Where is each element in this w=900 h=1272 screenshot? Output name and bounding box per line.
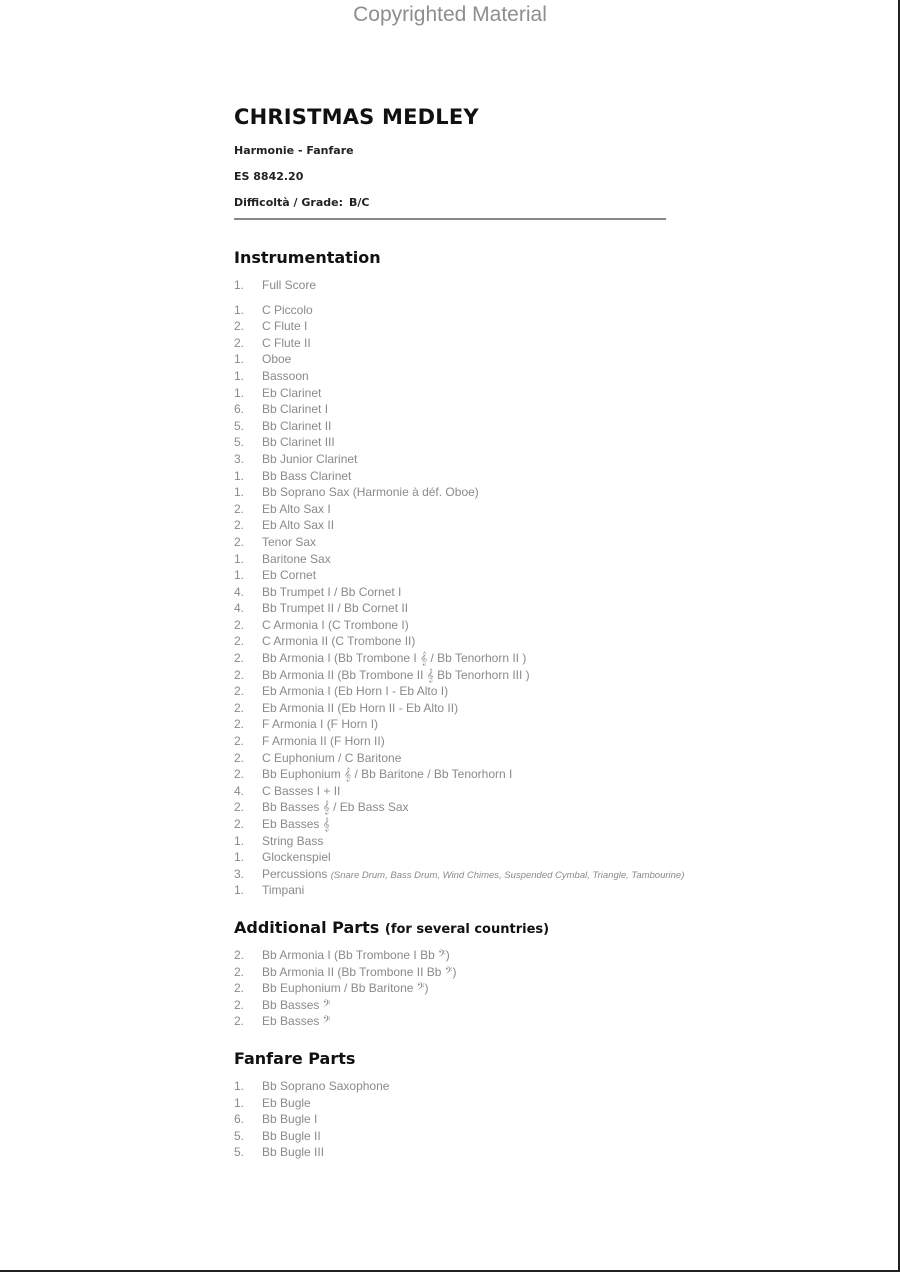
list-item	[234, 783, 674, 800]
item-qty: 4.	[234, 783, 245, 798]
list-item	[234, 716, 674, 733]
list-item	[234, 766, 674, 783]
item-qty: 2.	[234, 634, 245, 649]
item-qty: 2.	[234, 997, 245, 1012]
item-qty: 2.	[234, 1014, 245, 1029]
list-item	[234, 484, 674, 501]
list-item	[234, 947, 674, 964]
item-name: Glockenspiel	[262, 850, 331, 865]
item-qty: 6.	[234, 1112, 245, 1127]
instrumentation-list	[234, 302, 685, 899]
grade-value: B/C	[349, 196, 370, 209]
item-name: Eb Armonia I (Eb Horn I - Eb Alto I)	[262, 684, 449, 699]
item-name: Eb Alto Sax I	[262, 501, 331, 516]
item-qty: 2.	[234, 734, 245, 749]
list-item	[234, 501, 674, 518]
item-name: Bb Armonia I (Bb Trombone I 𝄞 / Bb Tenorhorn II )	[262, 651, 527, 666]
item-name: Bb Euphonium / Bb Baritone 𝄢)	[262, 981, 429, 996]
item-qty: 2.	[234, 651, 245, 666]
item-qty: 3.	[234, 866, 245, 881]
list-item	[234, 1095, 674, 1112]
item-qty: 2.	[234, 534, 245, 549]
item-qty: 1.	[234, 1095, 245, 1110]
item-qty: 2.	[234, 667, 245, 682]
item-qty: 2.	[234, 700, 245, 715]
list-item	[234, 866, 685, 883]
item-name: Bb Junior Clarinet	[262, 451, 358, 466]
instrumentation-heading: Instrumentation	[234, 248, 381, 267]
item-qty: 2.	[234, 319, 245, 334]
list-item	[234, 1128, 674, 1145]
list-item	[234, 633, 674, 650]
list-item	[234, 451, 674, 468]
item-qty: 1.	[234, 368, 245, 383]
list-item	[234, 385, 674, 402]
item-qty: 1.	[234, 551, 245, 566]
list-item	[234, 882, 674, 899]
item-name: Bb Clarinet I	[262, 402, 329, 417]
item-name: C Flute I	[262, 319, 308, 334]
subtitle: Harmonie - Fanfare	[234, 144, 354, 157]
list-item	[234, 650, 674, 667]
list-item	[234, 351, 674, 368]
item-name: Bb Clarinet II	[262, 418, 332, 433]
catalog-code: ES 8842.20	[234, 170, 304, 183]
list-item	[234, 401, 674, 418]
list-item	[234, 418, 674, 435]
item-name: Bb Bugle II	[262, 1128, 321, 1143]
item-name: Eb Clarinet	[262, 385, 322, 400]
item-qty: 2.	[234, 617, 245, 632]
item-name: Bb Bass Clarinet	[262, 468, 352, 483]
item-qty: 5.	[234, 1145, 245, 1160]
item-qty: 2.	[234, 947, 245, 962]
item-qty: 6.	[234, 402, 245, 417]
item-name: Bb Bugle III	[262, 1145, 325, 1160]
list-item	[234, 816, 674, 833]
item-name: Eb Armonia II (Eb Horn II - Eb Alto II)	[262, 700, 459, 715]
item-name: Bb Armonia II (Bb Trombone II 𝄞 Bb Tenorhorn III )	[262, 667, 530, 682]
item-name: Timpani	[262, 883, 305, 898]
list-item	[234, 600, 674, 617]
list-item	[234, 335, 674, 352]
item-name: C Basses I + II	[262, 783, 341, 798]
list-item	[234, 1078, 674, 1095]
item-name: Baritone Sax	[262, 551, 331, 566]
list-item	[234, 964, 674, 981]
item-name: Bb Armonia II (Bb Trombone II Bb 𝄢)	[262, 964, 457, 979]
item-qty: 2.	[234, 767, 245, 782]
item-qty: 5.	[234, 418, 245, 433]
item-name: Percussions	[262, 866, 328, 881]
item-qty: 2.	[234, 501, 245, 516]
list-item	[234, 302, 674, 319]
item-name: Eb Basses 𝄞	[262, 817, 330, 831]
grade-line	[234, 195, 674, 210]
list-item	[234, 534, 674, 551]
item-qty: 1.	[234, 568, 245, 583]
additional-heading	[234, 917, 674, 939]
list-item	[234, 833, 674, 850]
item-name: C Flute II	[262, 335, 311, 350]
item-qty: 2.	[234, 684, 245, 699]
item-name: Bb Bugle I	[262, 1112, 318, 1127]
item-qty: 1.	[234, 278, 245, 292]
list-item	[234, 997, 674, 1014]
item-qty: 4.	[234, 584, 245, 599]
fanfare-heading: Fanfare Parts	[234, 1048, 356, 1068]
list-item	[234, 980, 674, 997]
item-qty: 2.	[234, 981, 245, 996]
list-item	[234, 551, 674, 568]
list-item-score	[234, 277, 674, 294]
item-name: Eb Basses 𝄢	[262, 1014, 331, 1029]
list-item	[234, 368, 674, 385]
list-item	[234, 567, 674, 584]
page-content	[234, 105, 685, 1161]
item-name: C Armonia II (C Trombone II)	[262, 634, 416, 649]
item-name: Bb Basses 𝄞 / Eb Bass Sax	[262, 800, 409, 815]
grade-label: Difficoltà / Grade:	[234, 196, 343, 209]
additional-list	[234, 947, 674, 1030]
item-qty: 1.	[234, 485, 245, 500]
item-name: Eb Bugle	[262, 1095, 311, 1110]
item-qty: 1.	[234, 883, 245, 898]
item-name: C Armonia I (C Trombone I)	[262, 617, 409, 632]
list-item	[234, 849, 674, 866]
item-qty: 1.	[234, 833, 245, 848]
item-name: Bb Trumpet II / Bb Cornet II	[262, 601, 409, 616]
item-name: C Piccolo	[262, 302, 313, 317]
item-qty: 1.	[234, 385, 245, 400]
item-qty: 1.	[234, 352, 245, 367]
list-item	[234, 434, 674, 451]
item-qty: 5.	[234, 1128, 245, 1143]
list-item	[234, 667, 674, 684]
item-qty: 3.	[234, 451, 245, 466]
item-note: (Snare Drum, Bass Drum, Wind Chimes, Suspended Cymbal, Triangle, Tambourine)	[330, 869, 685, 881]
copyright-watermark: Copyrighted Material	[353, 3, 547, 26]
list-item	[234, 517, 674, 534]
item-qty: 1.	[234, 1078, 245, 1093]
item-name: Eb Cornet	[262, 568, 317, 583]
item-qty: 2.	[234, 817, 245, 831]
item-name: String Bass	[262, 833, 324, 848]
list-item	[234, 584, 674, 601]
list-item	[234, 700, 674, 717]
divider	[234, 218, 666, 220]
list-item	[234, 1013, 674, 1030]
item-name: Bb Soprano Sax (Harmonie à déf. Oboe)	[262, 485, 479, 500]
item-name: Full Score	[262, 278, 317, 292]
list-item	[234, 733, 674, 750]
item-name: Bb Trumpet I / Bb Cornet I	[262, 584, 402, 599]
item-qty: 1.	[234, 468, 245, 483]
item-name: Eb Alto Sax II	[262, 518, 335, 533]
list-item	[234, 1144, 674, 1161]
page-title: CHRISTMAS MEDLEY	[234, 105, 479, 129]
item-qty: 1.	[234, 302, 245, 317]
list-item	[234, 683, 674, 700]
list-item	[234, 1111, 674, 1128]
item-name: Oboe	[262, 352, 292, 367]
item-name: C Euphonium / C Baritone	[262, 750, 402, 765]
item-name: F Armonia II (F Horn II)	[262, 734, 385, 749]
item-qty: 2.	[234, 964, 245, 979]
item-qty: 2.	[234, 717, 245, 732]
item-qty: 4.	[234, 601, 245, 616]
item-name: Bb Euphonium 𝄞 / Bb Baritone / Bb Tenorhorn I	[262, 767, 513, 782]
item-name: Bb Soprano Saxophone	[262, 1078, 390, 1093]
item-name: Bb Armonia I (Bb Trombone I Bb 𝄢)	[262, 947, 450, 962]
list-item	[234, 799, 674, 816]
additional-heading-title: Additional Parts	[234, 917, 380, 937]
additional-heading-sub: (for several countries)	[384, 921, 550, 937]
fanfare-list	[234, 1078, 674, 1161]
item-name: Bassoon	[262, 368, 309, 383]
item-name: Bb Basses 𝄢	[262, 997, 331, 1012]
item-qty: 2.	[234, 800, 245, 815]
item-name: F Armonia I (F Horn I)	[262, 717, 379, 732]
item-qty: 5.	[234, 435, 245, 450]
item-name: Bb Clarinet III	[262, 435, 335, 450]
item-qty: 2.	[234, 518, 245, 533]
list-item	[234, 617, 674, 634]
list-item	[234, 750, 674, 767]
item-qty: 2.	[234, 335, 245, 350]
item-qty: 1.	[234, 850, 245, 865]
list-item	[234, 318, 674, 335]
item-name: Tenor Sax	[262, 534, 317, 549]
list-item	[234, 468, 674, 485]
item-qty: 2.	[234, 750, 245, 765]
